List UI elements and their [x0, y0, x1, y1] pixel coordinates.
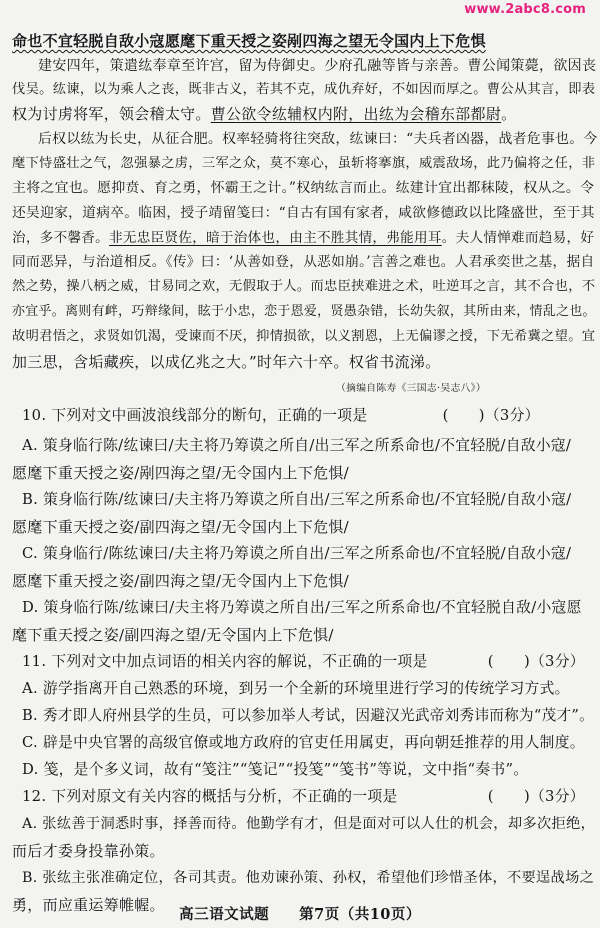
text-line	[0, 866, 600, 890]
text-line	[0, 758, 600, 782]
text-line	[0, 596, 600, 620]
line-text: D. 策身临行陈/纮谏曰/夫主将乃筹谟之所自出/三军之所系命也/不宜轻脱自敌/小寇愿	[22, 599, 582, 616]
line-text: 权为讨虏将军，领会稽太守。	[12, 105, 211, 123]
text-line	[0, 623, 600, 647]
text-line	[0, 102, 600, 126]
underlined-text: 曹公欲令纮辅权内附，出纮为会稽东部都尉	[210, 105, 502, 123]
line-text: 主将之宜也。愿抑贲、育之勇，怀霸王之计。”权纳纮言而止。纮建计宜出都秣陵，权从之。令	[12, 180, 595, 196]
line-text: 愿麾下重天授之姿/剐四海之望/无令国内上下危惧/	[12, 464, 350, 482]
line-text: B. 张纮主张准确定位，各司其责。他劝谏孙策、孙权，希望他们珍惜圣体，不要逞战场之	[22, 870, 595, 886]
line-text: 治，多不馨香。	[12, 230, 110, 246]
text-line	[0, 325, 600, 349]
line-text: 而后才委身投靠孙策。	[12, 842, 165, 860]
page-footer: 高三语文试题 第7页（共10页）	[179, 906, 421, 923]
text-line	[0, 488, 600, 512]
text-line	[0, 404, 600, 428]
line-text: B. 策身临行陈/纮谏曰/夫主将乃筹谟之所自出/三军之所系命也/不宜轻脱/自敌小寇/	[22, 491, 572, 508]
line-text: 麾下重天授之姿/副四海之望/无令国内上下危惧/	[12, 626, 334, 644]
text-line	[0, 176, 600, 200]
text-line	[0, 350, 600, 374]
text-line	[0, 226, 600, 250]
line-text: 10. 下列对文中画波浪线部分的断句，正确的一项是 ( )（3分）	[22, 407, 540, 424]
line-text: 11. 下列对文中加点词语的相关内容的解说，不正确的一项是 ( )（3分）	[22, 653, 585, 670]
text-line	[0, 569, 600, 593]
line-text: A. 游学指离开自己熟悉的环境，到另一个全新的环境里进行学习的传统学习方式。	[22, 680, 570, 697]
text-line	[0, 812, 600, 836]
text-line	[0, 461, 600, 485]
line-text: 然之势，操八柄之威，甘易同之欢，无假取于人。而忠臣挟难进之术，吐逆耳之言，其不合也，不	[12, 279, 596, 294]
text-line	[0, 127, 600, 151]
line-text: 麾下恃盛壮之气，忽强暴之虏，三军之众，莫不寒心，虽斩将搴旗，威震敌场，此乃偏将之任，非	[12, 156, 596, 171]
text-line	[0, 152, 600, 176]
line-text: 同而恶异，与治道相反。《传》曰：‘从善如登，从恶如崩。’言善之难也。人君承奕世之基，据自	[12, 254, 595, 270]
line-text: 亦宜乎。离则有衅，巧辩缘间，眩于小忠，恋于恩爱，贤愚杂错，长幼失叙，其所由来，情乱之也。	[12, 304, 596, 319]
text-line	[0, 677, 600, 701]
line-text: 建安四年，策遣纮奉章至许宫，留为侍御史。少府孔融等皆与亲善。曹公闻策薨，欲因丧	[38, 58, 597, 74]
text-line	[0, 515, 600, 539]
line-text: A. 策身临行陈/纮谏曰/夫主将乃筹谟之所自/出三军之所系命也/不宜轻脱/自敌小寇/	[22, 437, 572, 454]
site-watermark: www.2abc8.com	[464, 2, 586, 17]
line-text: A. 张纮善于洞悉时事，择善而待。他勤学有才，但是面对可以人仕的机会，却多次拒绝，	[22, 816, 596, 832]
text-line	[0, 54, 600, 78]
line-text: 12. 下列对原文有关内容的概括与分析，不正确的一项是 ( )（3分）	[22, 788, 585, 805]
underlined-text: 命也不宜轻脱自敌小寇愿麾下重天授之姿剐四海之望无令国内上下危惧	[12, 32, 486, 50]
line-text: 。夫人情惮难而趋易，好	[441, 230, 595, 246]
text-line	[0, 434, 600, 458]
line-text: 勇，而应重运筹帷幄。	[12, 896, 165, 914]
text-line	[0, 201, 600, 225]
text-line	[0, 542, 600, 566]
text-line	[0, 731, 600, 755]
line-text: 后权以纮为长史，从征合肥。权率轻骑将往突敌，纮谏曰：“夫兵者凶器，战者危事也。今	[38, 131, 598, 147]
text-line	[0, 377, 600, 401]
text-line	[0, 275, 600, 299]
text-line	[0, 300, 600, 324]
line-text: C. 辟是中央官署的高级官僚或地方政府的官吏任用属吏，再向朝廷推荐的用人制度。	[22, 734, 585, 751]
line-text: 愿麾下重天授之姿/副四海之望/无令国内上下危惧/	[12, 572, 350, 590]
line-text: B. 秀才即人府州县学的生员，可以参加举人考试，因避汉光武帝刘秀讳而称为“茂才”。	[22, 707, 594, 724]
text-line	[0, 78, 600, 102]
line-text: 故明君悟之，求贤如饥渴，受谏而不厌，抑情损欲，以义割恩，上无偏谬之授，下无希冀之望。宜	[12, 329, 596, 344]
text-line	[0, 704, 600, 728]
line-text: D. 笺，是个多义词，故有“笺注”“笺记”“投笺”“笺书”等说，文中指“奏书”。	[22, 761, 529, 778]
line-text: （摘编自陈寿《三国志·吴志八》）	[336, 383, 486, 394]
line-text: 愿麾下重天授之姿/副四海之望/无令国内上下危惧/	[12, 518, 350, 536]
text-line	[0, 785, 600, 809]
line-text: 。	[501, 105, 517, 123]
text-line	[0, 29, 600, 53]
line-text: C. 策身临行/陈纮谏曰/夫主将乃筹谟之所自出/三军之所系命也/不宜轻脱/自敌小寇/	[22, 545, 572, 562]
line-text: 加三思，含垢藏疾，以成亿兆之大。”时年六十卒。权省书流涕。	[12, 353, 441, 371]
text-line	[0, 250, 600, 274]
line-text: 还吴迎家，道病卒。临困，授子靖留笺曰：“自古有国有家者，咸欲修德政以比隆盛世，至于其	[12, 205, 595, 221]
line-text: 伐吴。纮谏，以为乘人之丧，既非古义，若其不克，成仇弃好，不如因而厚之。曹公从其言，即表	[12, 82, 596, 97]
text-line	[0, 839, 600, 863]
underlined-text: 非无忠臣贤佐，暗于治体也，由主不胜其情，弗能用耳	[109, 230, 442, 246]
text-line	[0, 650, 600, 674]
